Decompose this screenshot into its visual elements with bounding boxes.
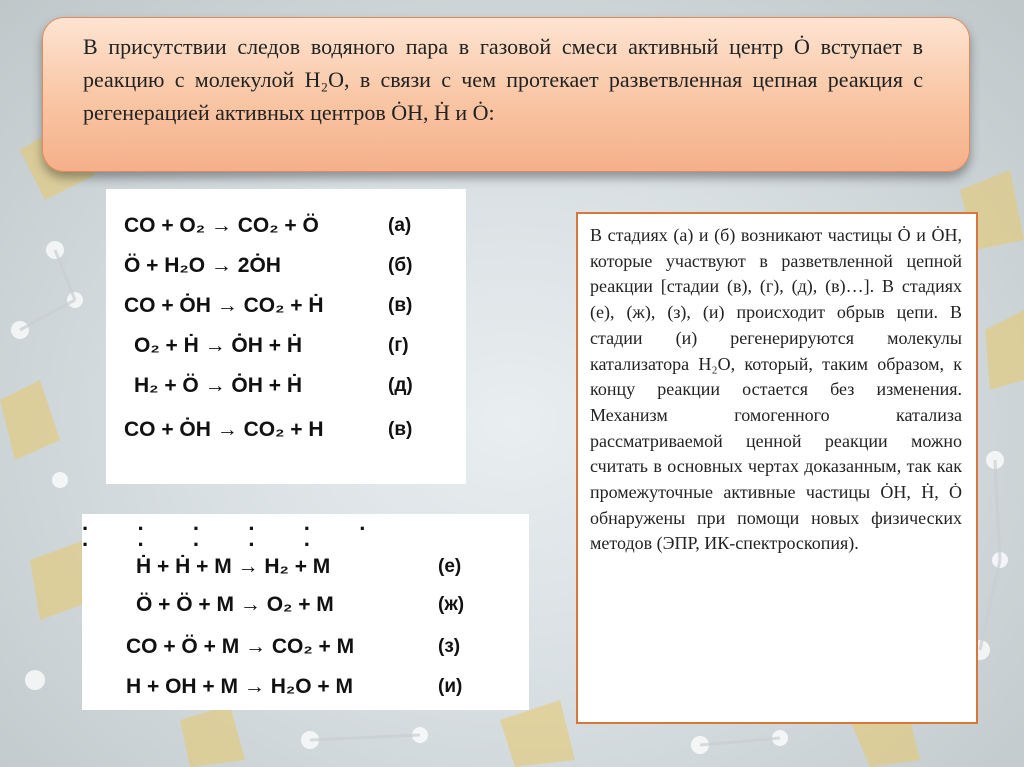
reaction-label: (д) bbox=[388, 375, 413, 396]
reaction-equation: H₂ + Ö → ȮH + Ḣ bbox=[134, 374, 303, 397]
reaction-equation: CO + ȮH → CO₂ + Ḣ bbox=[124, 294, 324, 317]
reaction-label: (в) bbox=[388, 295, 413, 316]
explanation-box bbox=[576, 212, 978, 724]
reaction-equation: H + OH + M → H₂O + M bbox=[126, 675, 353, 698]
reaction-row bbox=[106, 247, 466, 285]
termination-dots: · · · · · · · · · · · bbox=[82, 516, 388, 557]
reaction-row bbox=[106, 327, 466, 365]
reaction-label: (б) bbox=[388, 255, 413, 276]
reaction-label: (а) bbox=[388, 215, 412, 236]
intro-callout bbox=[42, 17, 970, 172]
reaction-row bbox=[82, 668, 529, 706]
reaction-label: (и) bbox=[438, 676, 463, 697]
reaction-row bbox=[106, 287, 466, 325]
reaction-label: (в) bbox=[388, 419, 413, 440]
reaction-label: (е) bbox=[438, 556, 462, 577]
reaction-equation: CO + O₂ → CO₂ + Ö bbox=[124, 214, 319, 237]
branching-reactions-panel bbox=[106, 189, 466, 484]
explanation-text: В стадиях (а) и (б) возникают частицы Ȯ и ȮH, которые участвуют в разветвленной цепной реакции [стадии (в), (г), (д), (в)…]. В стадиях (е), (ж), (з), (и) происходит обрыв цепи. В стадии (и) регенерируются молекулы катализатора H₂O, который, таким образом, к концу реакции остается без изменения. Механизм гомогенного катализа рассматриваемой ценной реакции можно считать в основных чертах доказанным, так как промежуточные активные частицы ȮH, Ḣ, Ȯ обнаружены при помощи новых физических методов (ЭПР, ИК-спектроскопия). bbox=[590, 225, 962, 554]
reaction-equation: Ḣ + Ḣ + M → H₂ + M bbox=[136, 555, 331, 578]
reaction-equation: O₂ + Ḣ → ȮH + Ḣ bbox=[134, 334, 303, 357]
reaction-row bbox=[82, 586, 529, 624]
reaction-row bbox=[106, 411, 466, 449]
intro-text: В присутствии следов водяного пара в газовой смеси активный центр Ȯ вступает в реакцию с молекулой H₂O, в связи с чем протекает разветвленная цепная реакция с регенерацией активных центров ȮH, Ḣ и Ȯ: bbox=[83, 34, 923, 125]
reaction-label: (з) bbox=[438, 636, 461, 657]
reaction-label: (ж) bbox=[438, 594, 465, 615]
reaction-row bbox=[106, 207, 466, 245]
reaction-row bbox=[82, 628, 529, 666]
reaction-equation: Ö + H₂O → 2ȮH bbox=[124, 254, 281, 277]
reaction-equation: Ö + Ö + M → O₂ + M bbox=[136, 593, 334, 616]
reaction-row bbox=[106, 367, 466, 405]
reaction-equation: CO + ȮH → CO₂ + H bbox=[124, 418, 324, 441]
reaction-label: (г) bbox=[388, 335, 409, 356]
reaction-equation: CO + Ö + M → CO₂ + M bbox=[126, 635, 355, 658]
